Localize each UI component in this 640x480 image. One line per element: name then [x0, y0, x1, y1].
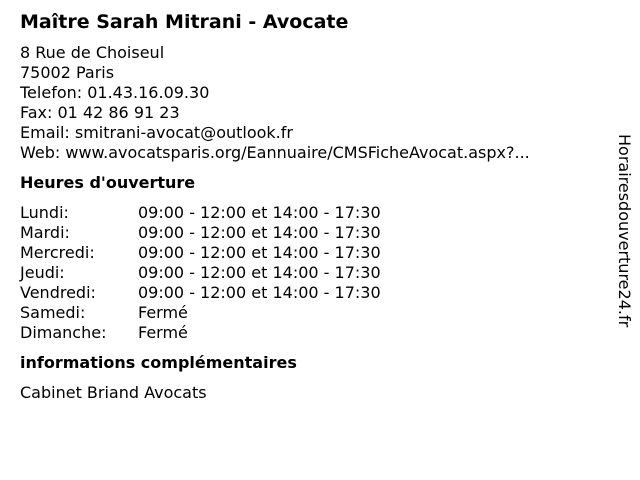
extra-info-text: Cabinet Briand Avocats: [20, 383, 207, 402]
hours-day-label: Samedi:: [20, 303, 86, 322]
hours-row-sunday: [20, 323, 600, 343]
hours-time-value: Fermé: [138, 303, 188, 322]
hours-day-label: Jeudi:: [20, 263, 65, 282]
hours-time-value: 09:00 - 12:00 et 14:00 - 17:30: [138, 203, 381, 222]
page-title: Maître Sarah Mitrani - Avocate: [20, 11, 349, 33]
hours-day-label: Vendredi:: [20, 283, 96, 302]
business-card: [20, 10, 600, 403]
hours-time-value: 09:00 - 12:00 et 14:00 - 17:30: [138, 263, 381, 282]
web-text: Web: www.avocatsparis.org/Eannuaire/CMSFicheAvocat.aspx?...: [20, 143, 530, 162]
hours-row-monday: [20, 203, 600, 223]
hours-day-label: Mardi:: [20, 223, 70, 242]
hours-row-friday: [20, 283, 600, 303]
hours-time-value: 09:00 - 12:00 et 14:00 - 17:30: [138, 223, 381, 242]
hours-day-label: Mercredi:: [20, 243, 95, 262]
hours-row-wednesday: [20, 243, 600, 263]
hours-day-label: Lundi:: [20, 203, 69, 222]
hours-row-saturday: [20, 303, 600, 323]
site-watermark: Horairesdouverture24.fr: [615, 134, 634, 328]
extra-info-heading: informations complémentaires: [20, 353, 297, 372]
hours-heading: Heures d'ouverture: [20, 173, 196, 192]
email-text: Email: smitrani-avocat@outlook.fr: [20, 123, 293, 142]
hours-day-label: Dimanche:: [20, 323, 107, 342]
hours-row-tuesday: [20, 223, 600, 243]
hours-time-value: 09:00 - 12:00 et 14:00 - 17:30: [138, 283, 381, 302]
address-street: 8 Rue de Choiseul: [20, 43, 165, 62]
phone-text: Telefon: 01.43.16.09.30: [20, 83, 210, 102]
fax-text: Fax: 01 42 86 91 23: [20, 103, 180, 122]
hours-table: [20, 203, 600, 343]
contact-block: [20, 43, 600, 163]
hours-time-value: 09:00 - 12:00 et 14:00 - 17:30: [138, 243, 381, 262]
address-city: 75002 Paris: [20, 63, 115, 82]
hours-row-thursday: [20, 263, 600, 283]
hours-time-value: Fermé: [138, 323, 188, 342]
